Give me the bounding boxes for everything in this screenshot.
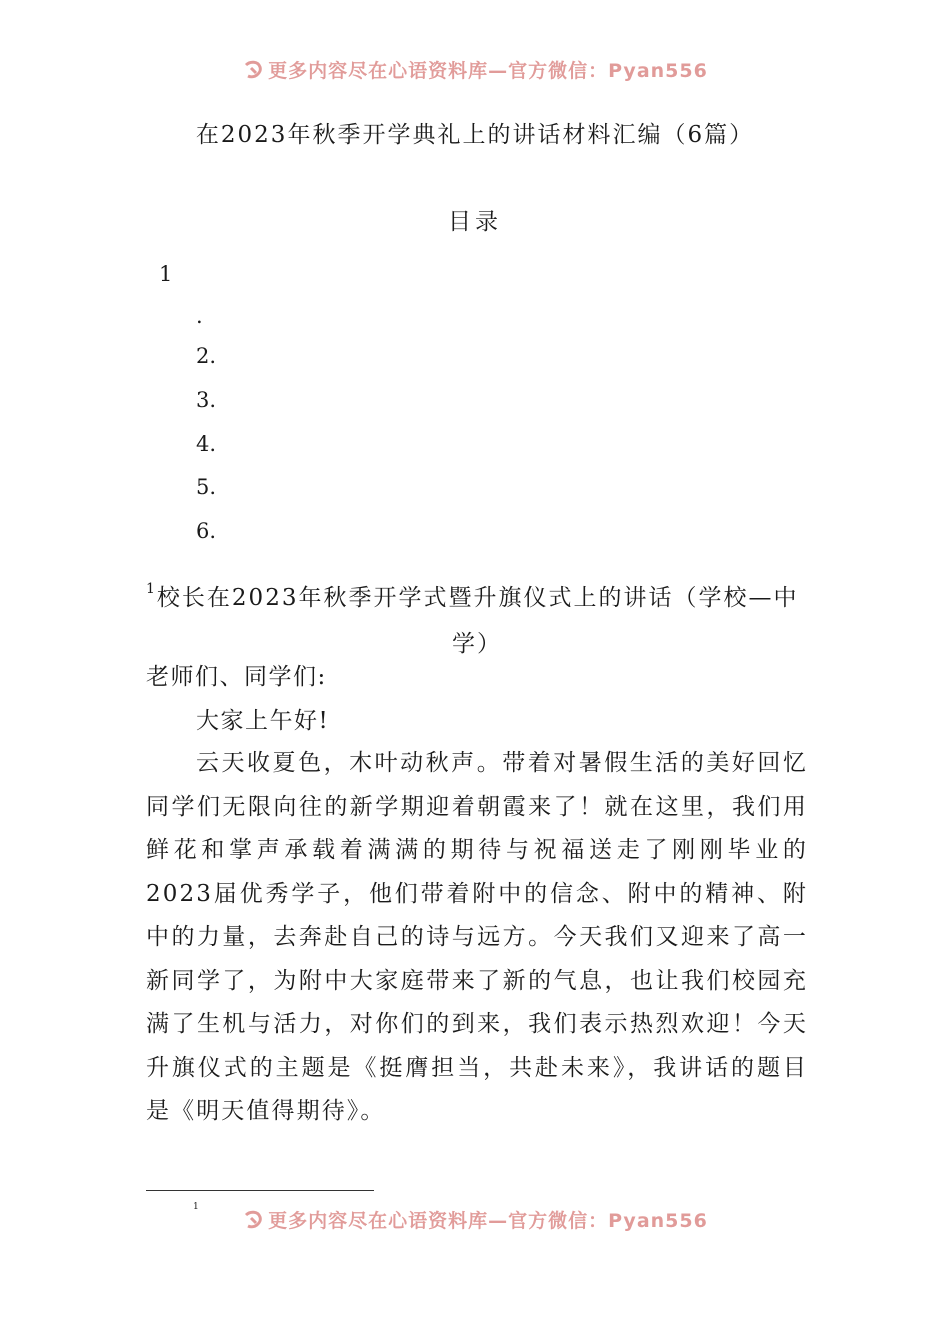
toc-title: 目录	[448, 209, 502, 235]
footnote-divider	[146, 1190, 374, 1191]
watermark-header	[0, 56, 950, 84]
section-heading-line2: 学）	[452, 631, 502, 657]
section-heading-line1: 校长在2023年秋季开学式暨升旗仪式上的讲话（学校—中	[156, 585, 799, 611]
toc-item-4[interactable]: 4.	[196, 432, 217, 456]
watermark-logo-icon	[242, 1209, 264, 1231]
watermark-logo-icon	[242, 59, 264, 81]
toc-item-1[interactable]: 1	[159, 262, 173, 286]
watermark-text: 更多内容尽在心语资料库—官方微信：Pyan556	[268, 60, 708, 82]
toc-item-6[interactable]: 6.	[196, 519, 217, 543]
toc-item-1-dot[interactable]: .	[196, 304, 203, 328]
watermark-text: 更多内容尽在心语资料库—官方微信：Pyan556	[268, 1210, 708, 1232]
toc-item-5[interactable]: 5.	[196, 475, 217, 499]
watermark-footer	[0, 1206, 950, 1234]
section-heading	[146, 566, 808, 667]
salutation: 老师们、同学们:	[146, 664, 327, 690]
document-title: 在2023年秋季开学典礼上的讲话材料汇编（6篇）	[195, 122, 755, 148]
footnote-reference[interactable]: 1	[146, 581, 157, 597]
body-paragraph: 云天收夏色，木叶动秋声。带着对暑假生活的美好回忆同学们无限向往的新学期迎着朝霞来了！就在这里，我们用鲜花和掌声承载着满满的期待与祝福送走了刚刚毕业的2023届优秀学子，他们带着附中的信念、附中的精神、附中的力量，去奔赴自己的诗与远方。今天我们又迎来了高一新同学了，为附中大家庭带来了新的气息，也让我们校园充满了生机与活力，对你们的到来，我们表示热烈欢迎！今天升旗仪式的主题是《挺膺担当，共赴未来》，我讲话的题目是《明天值得期待》。	[146, 750, 808, 1124]
greeting: 大家上午好!	[196, 708, 330, 734]
footnote-mark: 1	[193, 1202, 199, 1212]
toc-item-2[interactable]: 2.	[196, 344, 217, 368]
toc-item-3[interactable]: 3.	[196, 388, 217, 412]
